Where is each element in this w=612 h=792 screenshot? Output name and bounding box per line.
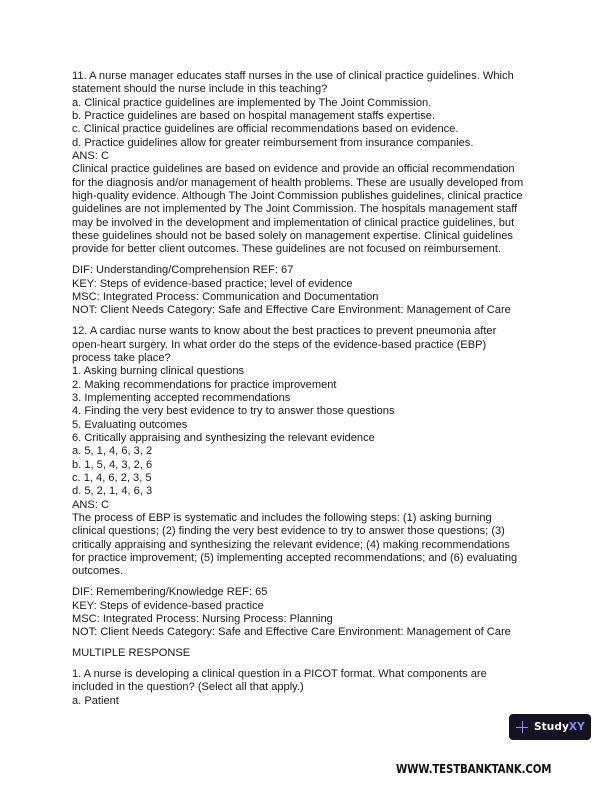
plus-icon: [516, 721, 528, 733]
question-stem-line: statement should the nurse include in this teaching?: [72, 83, 328, 96]
question-stem-line: included in the question? (Select all that apply.): [72, 681, 304, 694]
document-page: [72, 70, 552, 708]
question-stem-line: process take place?: [72, 351, 171, 364]
ebp-step: 6. Critically appraising and synthesizing the relevant evidence: [72, 431, 375, 444]
studyxy-badge[interactable]: [509, 714, 591, 740]
rationale-line: The process of EBP is systematic and includes the following steps: (1) asking burning: [72, 512, 492, 524]
answer-option-a: a. Clinical practice guidelines are implemented by The Joint Commission.: [72, 96, 432, 109]
meta-key: KEY: Steps of evidence-based practice; level of evidence: [72, 277, 353, 290]
section-heading: MULTIPLE RESPONSE: [72, 647, 191, 660]
footer-site-url: WWW.TESTBANKTANK.COM: [396, 761, 552, 776]
question-stem-line: 12. A cardiac nurse wants to know about the best practices to prevent pneumonia after: [72, 325, 497, 338]
ebp-step: 2. Making recommendations for practice improvement: [72, 378, 337, 391]
brand-main: Study: [534, 721, 569, 733]
multiple-response-question-1: [72, 668, 552, 708]
rationale-line: guidelines are not implemented by The Joint Commission. The hospitals management staff: [72, 203, 518, 216]
answer-option-c: c. 1, 4, 6, 2, 3, 5: [72, 471, 152, 484]
rationale-line: these guidelines should not be based solely on management expertise. Clinical guidelines: [72, 230, 513, 243]
brand-accent: XY: [568, 721, 585, 733]
ebp-step: 3. Implementing accepted recommendations: [72, 391, 291, 404]
ebp-step: 1. Asking burning clinical questions: [72, 365, 245, 378]
rationale-line: may be involved in the development and implementation of clinical practice guidelines, but: [72, 216, 515, 229]
question-stem-line: open-heart surgery. In what order do the steps of the evidence-based practice (EBP): [72, 338, 487, 351]
answer-option-b: b. Practice guidelines are based on hospital management staffs expertise.: [72, 110, 436, 123]
answer-option-a: a. 5, 1, 4, 6, 3, 2: [72, 445, 153, 458]
ebp-step: 5. Evaluating outcomes: [72, 418, 188, 431]
rationale-line: outcomes.: [72, 565, 124, 578]
rationale-line: for practice improvement; (5) implementing accepted recommendations; and (6) evaluating: [72, 552, 518, 565]
meta-key: KEY: Steps of evidence-based practice: [72, 599, 264, 612]
rationale-line: Clinical practice guidelines are based on evidence and provide an official recommendation: [72, 163, 515, 176]
rationale-line: clinical questions; (2) finding the very best evidence to try to answer those questions; (3): [72, 525, 505, 538]
answer-key: ANS: C: [72, 150, 109, 163]
rationale-line: for the diagnosis and/or management of health problems. These are usually developed from: [72, 176, 524, 189]
answer-key: ANS: C: [72, 498, 109, 511]
meta-not: NOT: Client Needs Category: Safe and Effective Care Environment: Management of Care: [72, 626, 511, 639]
answer-option-b: b. 1, 5, 4, 3, 2, 6: [72, 458, 153, 471]
answer-option-a: a. Patient: [72, 694, 119, 707]
question-11: [72, 70, 552, 318]
ebp-step: 4. Finding the very best evidence to try to answer those questions: [72, 405, 395, 418]
rationale-line: provide for better client outcomes. These guidelines are not focused on reimbursement.: [72, 243, 501, 256]
meta-msc: MSC: Integrated Process: Nursing Process: Planning: [72, 612, 333, 625]
meta-difficulty: DIF: Understanding/Comprehension REF: 67: [72, 264, 294, 277]
meta-not: NOT: Client Needs Category: Safe and Effective Care Environment: Management of Care: [72, 304, 511, 317]
question-stem-line: 1. A nurse is developing a clinical question in a PICOT format. What components are: [72, 667, 487, 680]
rationale-line: high-quality evidence. Although The Joint Commission publishes guidelines, clinical practice: [72, 190, 523, 203]
answer-option-d: d. Practice guidelines allow for greater reimbursement from insurance companies.: [72, 136, 474, 149]
studyxy-logo-text: [534, 721, 585, 733]
meta-msc: MSC: Integrated Process: Communication and Documentation: [72, 291, 379, 303]
meta-difficulty: DIF: Remembering/Knowledge REF: 65: [72, 586, 268, 599]
answer-option-c: c. Clinical practice guidelines are official recommendations based on evidence.: [72, 123, 459, 136]
rationale-line: critically appraising and synthesizing the relevant evidence; (4) making recommendations: [72, 538, 510, 551]
question-stem-line: 11. A nurse manager educates staff nurses in the use of clinical practice guidelines. Which: [72, 70, 514, 82]
answer-option-d: d. 5, 2, 1, 4, 6, 3: [72, 485, 153, 498]
question-12: [72, 325, 552, 639]
